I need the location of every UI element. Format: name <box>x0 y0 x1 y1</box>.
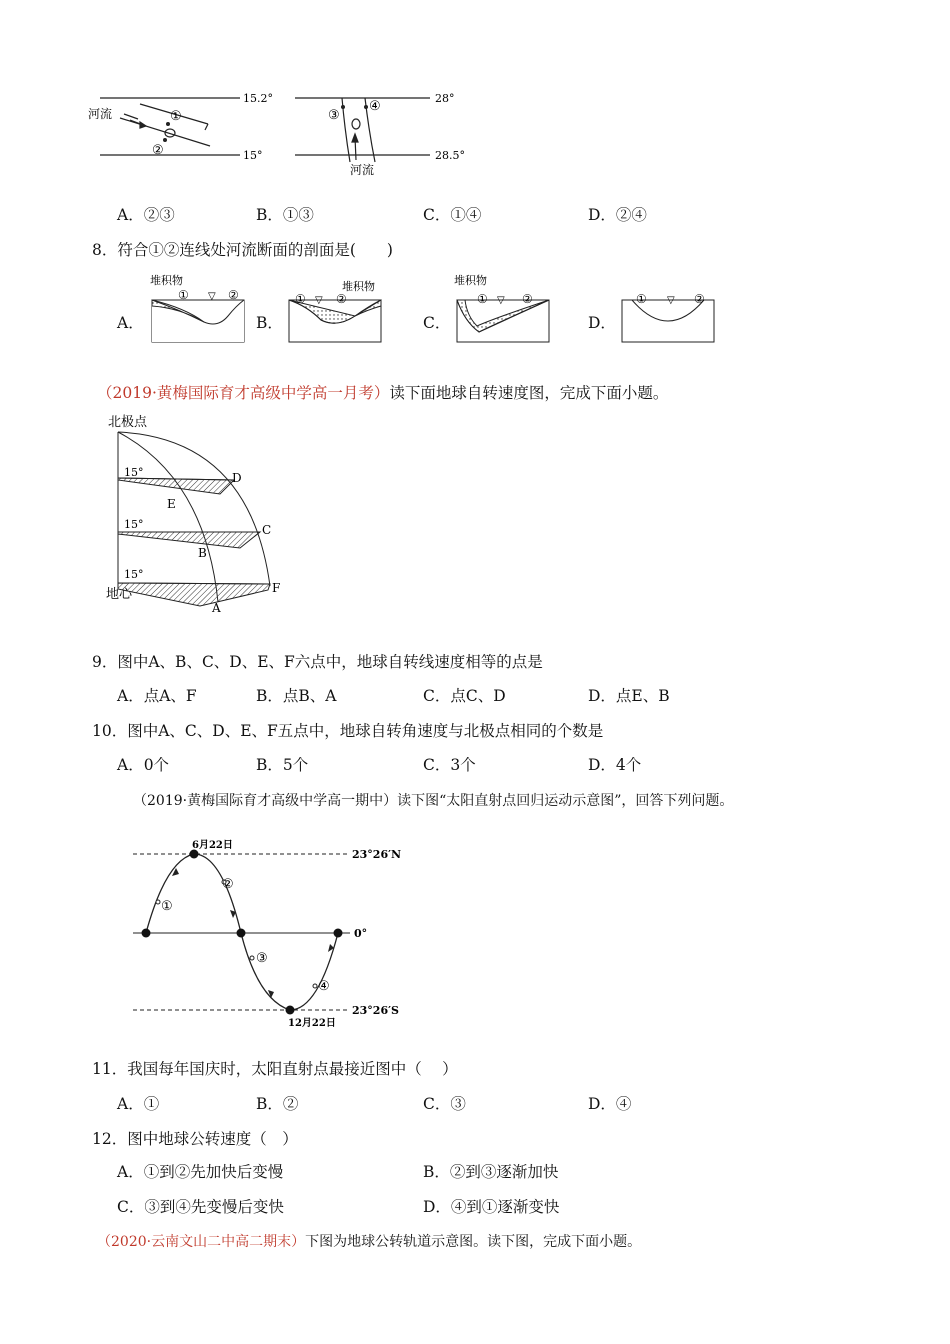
fig3-point-4: ④ <box>318 979 330 994</box>
point-e: E <box>167 497 176 511</box>
point-a: A <box>212 601 221 615</box>
q7-option-c[interactable]: C．①④ <box>423 206 482 224</box>
q10-option-c[interactable]: C．3个 <box>423 756 476 774</box>
q8-option-b[interactable]: B． <box>256 314 283 332</box>
lat-left-bottom: 15° <box>243 149 263 162</box>
river-right-panel <box>295 98 430 162</box>
profile-a-p1: ① <box>178 288 189 302</box>
north-pole-label: 北极点 <box>108 415 148 430</box>
lat-right-bottom: 28.5° <box>435 149 465 162</box>
q11-stem: 11．我国每年国庆时，太阳直射点最接近图中（ ） <box>92 1060 458 1078</box>
q8-profiles <box>140 270 740 350</box>
profile-c-p2: ② <box>522 292 533 306</box>
profile-b-water: ▽ <box>315 295 323 306</box>
center-label: 地心 <box>106 587 133 602</box>
group2-heading <box>133 790 733 810</box>
fig3-point-2: ② <box>222 877 234 892</box>
q10-option-b[interactable]: B．5个 <box>256 756 309 774</box>
sun-migration-figure <box>128 830 402 1030</box>
q11-option-b[interactable]: B．② <box>256 1095 299 1113</box>
group1-heading <box>97 381 668 403</box>
profile-b-p1: ① <box>295 292 306 306</box>
q10-stem: 10．图中A、C、D、E、F五点中，地球自转角速度与北极点相同的个数是 <box>92 722 604 740</box>
equator-label: 0° <box>354 927 368 940</box>
q10-option-d[interactable]: D．4个 <box>588 756 642 774</box>
q8-option-c[interactable]: C． <box>423 314 451 332</box>
profile-a-water: ▽ <box>208 291 216 302</box>
q12-option-b[interactable]: B．②到③逐渐加快 <box>423 1163 559 1181</box>
lat-right-top: 28° <box>435 92 455 105</box>
point-1-left: ① <box>170 109 182 124</box>
profile-d-p2: ② <box>694 292 705 306</box>
q11-option-a[interactable]: A．① <box>117 1095 160 1113</box>
point-3-right: ③ <box>328 108 340 123</box>
river-right-label: 河流 <box>350 163 375 177</box>
q9-option-a[interactable]: A．点A、F <box>117 687 197 705</box>
point-d: D <box>232 471 242 485</box>
june-22-label: 6月22日 <box>192 840 233 851</box>
group3-intro: 下图为地球公转轨道示意图。读下图，完成下面小题。 <box>305 1234 642 1250</box>
q12-option-a[interactable]: A．①到②先加快后变慢 <box>117 1163 284 1181</box>
q7-option-a[interactable]: A．②③ <box>117 206 175 224</box>
profile-b-p2: ② <box>336 292 347 306</box>
profile-a <box>152 300 244 342</box>
river-figure <box>80 82 480 182</box>
q11-option-d[interactable]: D．④ <box>588 1095 632 1113</box>
group3-source: （2020·云南文山二中高二期末） <box>97 1234 306 1250</box>
profile-c-water: ▽ <box>497 295 505 306</box>
q12-option-d[interactable]: D．④到①逐渐变快 <box>423 1198 560 1216</box>
dec-22-label: 12月22日 <box>288 1018 336 1029</box>
q9-stem: 9．图中A、B、C、D、E、F六点中，地球自转线速度相等的点是 <box>92 653 543 671</box>
profile-c-p1: ① <box>477 292 488 306</box>
profile-b <box>289 300 381 342</box>
q8-stem: 8．符合①②连线处河流断面的剖面是( ) <box>92 241 393 259</box>
group3-heading <box>97 1231 641 1251</box>
profile-d-p1: ① <box>636 292 647 306</box>
q10-option-a[interactable]: A．0个 <box>117 756 170 774</box>
river-left-panel <box>100 98 240 155</box>
fig3-point-3: ③ <box>256 951 268 966</box>
group2-intro: 读下图“太阳直射点回归运动示意图”，回答下列问题。 <box>397 793 734 809</box>
angle-bottom: 15° <box>124 568 144 581</box>
q12-stem: 12．图中地球公转速度（ ） <box>92 1130 298 1148</box>
q9-option-d[interactable]: D．点E、B <box>588 687 670 705</box>
angle-top: 15° <box>124 466 144 479</box>
profile-b-deposit: 堆积物 <box>342 280 375 293</box>
fig3-point-1: ① <box>161 899 173 914</box>
q9-option-c[interactable]: C．点C、D <box>423 687 506 705</box>
tropic-south-label: 23°26′S <box>352 1004 399 1017</box>
river-left-label: 河流 <box>88 107 113 121</box>
tropic-north-label: 23°26′N <box>352 848 402 861</box>
point-b: B <box>198 546 207 560</box>
group1-source: （2019·黄梅国际育才高级中学高一月考） <box>97 384 390 402</box>
point-2-left: ② <box>152 143 164 158</box>
group2-source: （2019·黄梅国际育才高级中学高一期中） <box>133 793 398 809</box>
point-4-right: ④ <box>369 99 381 114</box>
q12-option-c[interactable]: C．③到④先变慢后变快 <box>117 1198 284 1216</box>
profile-c <box>457 300 549 342</box>
q7-option-b[interactable]: B．①③ <box>256 206 314 224</box>
point-f: F <box>272 581 281 595</box>
q8-option-a[interactable]: A． <box>117 314 144 332</box>
q7-option-d[interactable]: D．②④ <box>588 206 647 224</box>
profile-a-deposit: 堆积物 <box>150 274 183 287</box>
angle-middle: 15° <box>124 518 144 531</box>
q11-option-c[interactable]: C．③ <box>423 1095 466 1113</box>
q8-option-d[interactable]: D． <box>588 314 616 332</box>
rotation-figure <box>100 408 300 618</box>
profile-a-p2: ② <box>228 288 239 302</box>
point-c: C <box>262 523 272 537</box>
lat-left-top: 15.2° <box>243 92 273 105</box>
q9-option-b[interactable]: B．点B、A <box>256 687 337 705</box>
profile-d-water: ▽ <box>667 295 675 306</box>
group1-intro: 读下面地球自转速度图，完成下面小题。 <box>389 384 669 402</box>
profile-d <box>622 300 714 342</box>
profile-c-deposit: 堆积物 <box>454 274 487 287</box>
